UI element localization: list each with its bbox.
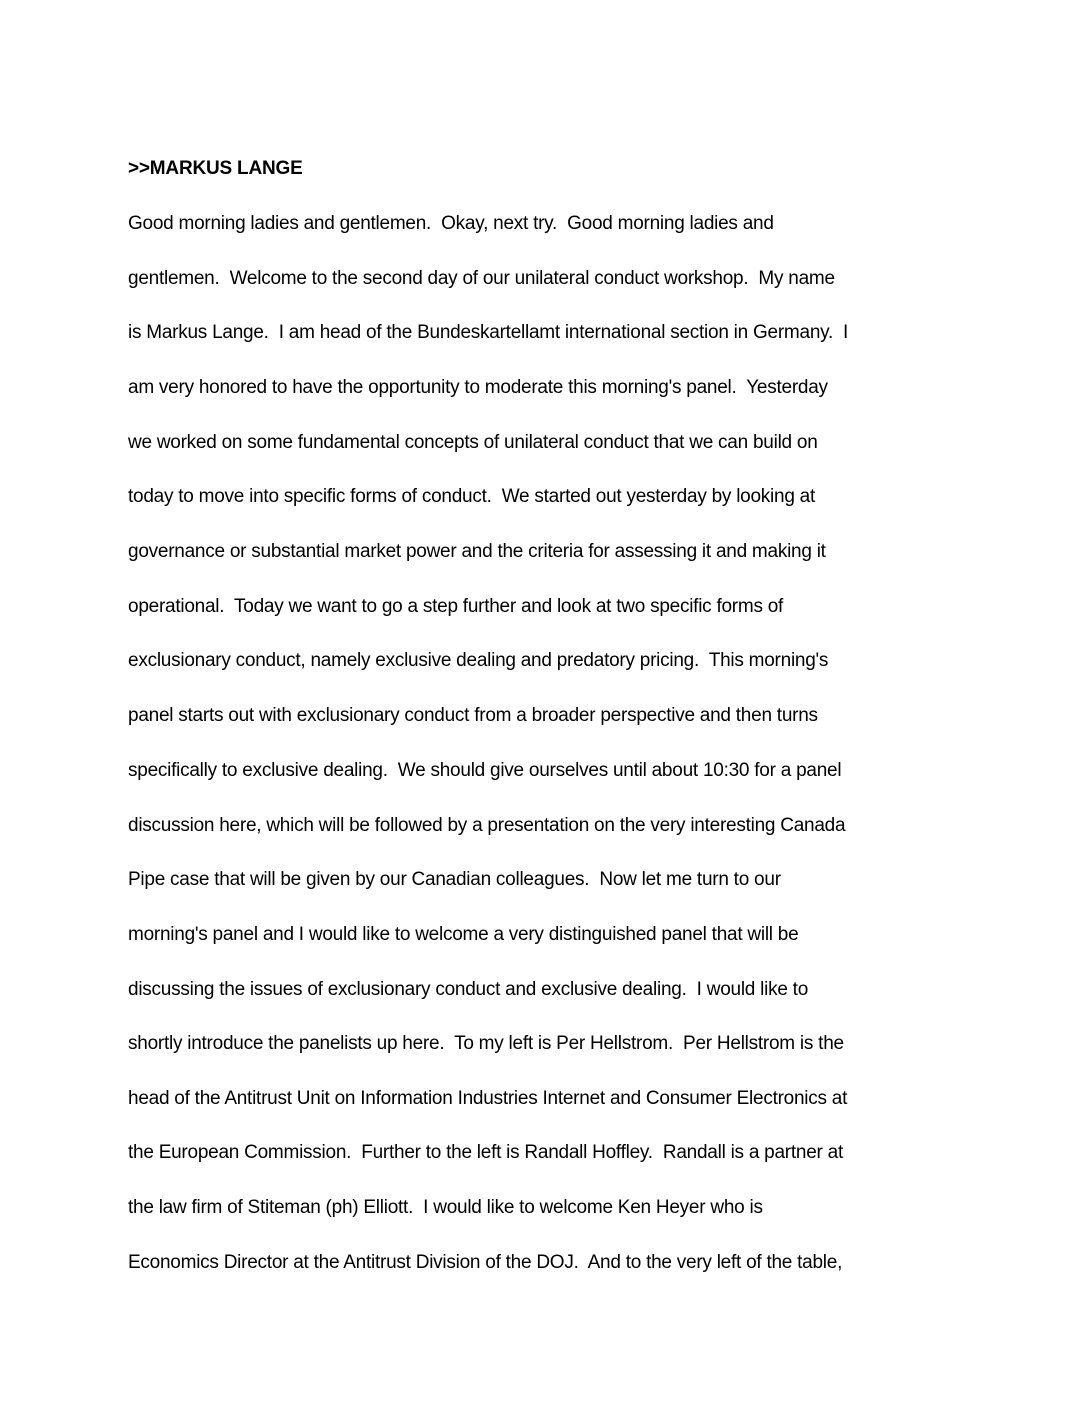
- transcript-line: exclusionary conduct, namely exclusive dealing and predatory pricing. This morning's: [128, 650, 829, 671]
- transcript-line: the law firm of Stiteman (ph) Elliott. I would like to welcome Ken Heyer who is: [128, 1197, 763, 1218]
- transcript-line: Economics Director at the Antitrust Division of the DOJ. And to the very left of the table,: [128, 1252, 843, 1273]
- transcript-line: specifically to exclusive dealing. We should give ourselves until about 10:30 for a panel: [128, 760, 842, 781]
- transcript-line: today to move into specific forms of conduct. We started out yesterday by looking at: [128, 486, 816, 507]
- transcript-line: governance or substantial market power and the criteria for assessing it and making it: [128, 541, 826, 562]
- transcript-line: am very honored to have the opportunity to moderate this morning's panel. Yesterday: [128, 377, 828, 398]
- transcript-line: head of the Antitrust Unit on Information Industries Internet and Consumer Electronics at: [128, 1088, 848, 1109]
- transcript-line: panel starts out with exclusionary conduct from a broader perspective and then turns: [128, 705, 818, 726]
- transcript-line: Pipe case that will be given by our Canadian colleagues. Now let me turn to our: [128, 869, 781, 890]
- transcript-line: shortly introduce the panelists up here. To my left is Per Hellstrom. Per Hellstrom is the: [128, 1033, 844, 1054]
- transcript-line: gentlemen. Welcome to the second day of our unilateral conduct workshop. My name: [128, 268, 835, 289]
- transcript-line: Good morning ladies and gentlemen. Okay, next try. Good morning ladies and: [128, 213, 774, 234]
- transcript-line: morning's panel and I would like to welcome a very distinguished panel that will be: [128, 924, 799, 945]
- transcript-line: is Markus Lange. I am head of the Bundeskartellamt international section in Germany. I: [128, 322, 849, 343]
- transcript-line: discussing the issues of exclusionary conduct and exclusive dealing. I would like to: [128, 979, 809, 1000]
- transcript-line: we worked on some fundamental concepts of unilateral conduct that we can build on: [128, 432, 818, 453]
- transcript-line: operational. Today we want to go a step further and look at two specific forms of: [128, 596, 784, 617]
- transcript-line: the European Commission. Further to the left is Randall Hoffley. Randall is a partner at: [128, 1142, 843, 1163]
- speaker-heading: >>MARKUS LANGE: [128, 158, 303, 179]
- transcript-line: discussion here, which will be followed by a presentation on the very interesting Canada: [128, 815, 846, 836]
